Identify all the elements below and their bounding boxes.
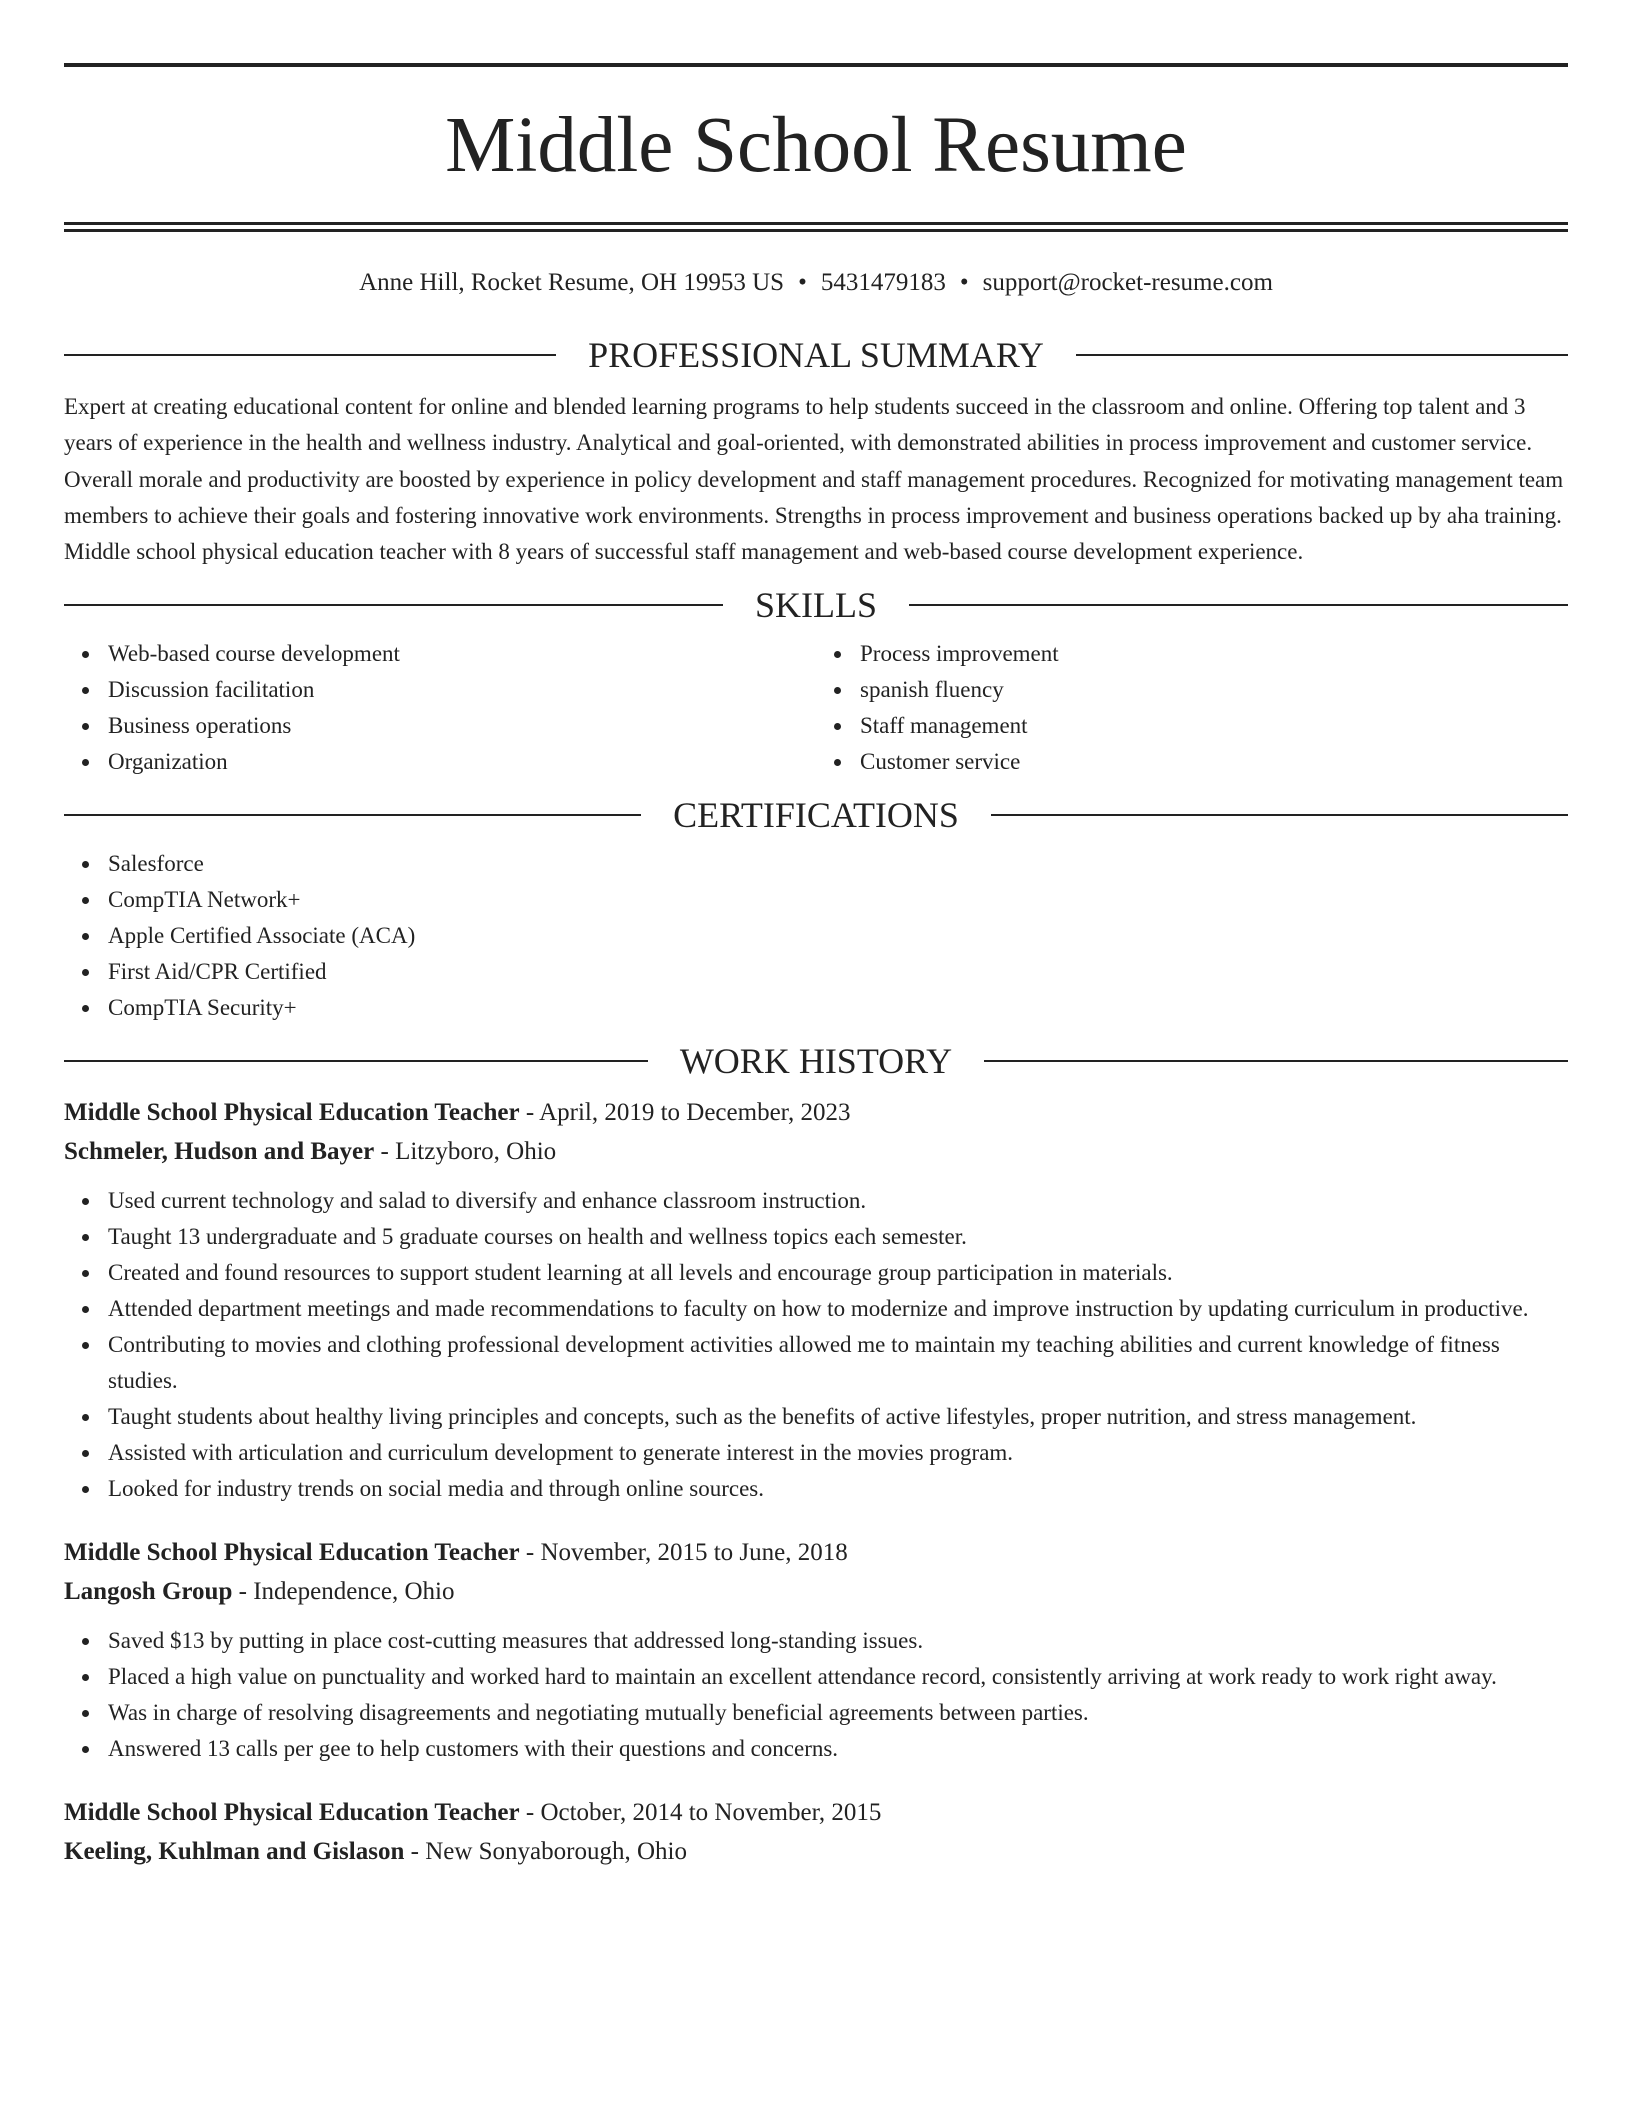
- job-entry: [64, 1533, 1568, 1767]
- job-company: Schmeler, Hudson and Bayer: [64, 1138, 375, 1166]
- job-title: Middle School Physical Education Teacher: [64, 1099, 520, 1127]
- section-rule: [64, 1060, 648, 1062]
- job-bullets: [64, 1183, 1568, 1507]
- job-dates: April, 2019 to December, 2023: [539, 1099, 851, 1127]
- job-bullet: Was in charge of resolving disagreements and negotiating mutually beneficial agreements between parties.: [108, 1695, 1568, 1731]
- job-company-line: [64, 1132, 1568, 1171]
- job-title: Middle School Physical Education Teacher: [64, 1539, 520, 1567]
- section-rule: [64, 354, 556, 356]
- job-company: Keeling, Kuhlman and Gislason: [64, 1838, 405, 1866]
- job-bullet: Attended department meetings and made recommendations to faculty on how to modernize and improve instruction by updating curriculum in productive.: [108, 1291, 1568, 1327]
- section-title-skills: SKILLS: [755, 585, 878, 626]
- page-title: Middle School Resume: [445, 102, 1187, 189]
- section-title-certifications: CERTIFICATIONS: [673, 795, 959, 836]
- section-title-summary: PROFESSIONAL SUMMARY: [588, 335, 1044, 375]
- section-rule: [991, 814, 1568, 816]
- job-location: New Sonyaborough, Ohio: [425, 1838, 687, 1866]
- job-bullet: Taught 13 undergraduate and 5 graduate courses on health and wellness topics each semester.: [108, 1219, 1568, 1255]
- job-location: Independence, Ohio: [253, 1578, 455, 1606]
- certification-item: CompTIA Network+: [108, 882, 1568, 918]
- contact-email: support@rocket-resume.com: [982, 269, 1273, 296]
- skill-item: Staff management: [860, 708, 1568, 744]
- job-bullet: Created and found resources to support student learning at all levels and encourage group participation in materials.: [108, 1255, 1568, 1291]
- contact-phone: 5431479183: [820, 269, 946, 296]
- skill-item: Customer service: [860, 744, 1568, 780]
- section-rule: [64, 604, 723, 606]
- section-header-certifications: [64, 795, 1568, 835]
- section-header-work-history: [64, 1041, 1568, 1081]
- job-bullet: Contributing to movies and clothing professional development activities allowed me to maintain my teaching abilities and current knowledge of fitness studies.: [108, 1327, 1568, 1399]
- section-header-summary: [64, 335, 1568, 375]
- job-bullet: Looked for industry trends on social media and through online sources.: [108, 1471, 1568, 1507]
- job-company-line: [64, 1832, 1568, 1871]
- job-bullets: [64, 1623, 1568, 1767]
- job-title-line: [64, 1793, 1568, 1832]
- skill-item: Process improvement: [860, 636, 1568, 672]
- certifications-list: [64, 846, 1568, 1026]
- job-dash: -: [374, 1138, 396, 1166]
- certification-item: Salesforce: [108, 846, 1568, 882]
- job-company-line: [64, 1572, 1568, 1611]
- job-dash: -: [232, 1578, 254, 1606]
- job-bullet: Taught students about healthy living principles and concepts, such as the benefits of active lifestyles, proper nutrition, and stress management.: [108, 1399, 1568, 1435]
- job-bullet: Answered 13 calls per gee to help customers with their questions and concerns.: [108, 1731, 1568, 1767]
- top-rule: [64, 63, 1568, 67]
- job-dash: -: [519, 1099, 540, 1127]
- job-title-line: [64, 1093, 1568, 1132]
- job-bullet: Used current technology and salad to diversify and enhance classroom instruction.: [108, 1183, 1568, 1219]
- contact-separator: •: [959, 269, 969, 296]
- job-dates: October, 2014 to November, 2015: [540, 1799, 882, 1827]
- section-rule: [984, 1060, 1568, 1062]
- title-double-rule: [64, 222, 1568, 232]
- skill-item: Business operations: [108, 708, 816, 744]
- job-title: Middle School Physical Education Teacher: [64, 1799, 520, 1827]
- contact-line: [64, 268, 1568, 298]
- job-entry: [64, 1793, 1568, 1871]
- job-bullet: Assisted with articulation and curriculum development to generate interest in the movies program.: [108, 1435, 1568, 1471]
- section-rule: [909, 604, 1568, 606]
- section-rule: [64, 814, 641, 816]
- job-bullet: Placed a high value on punctuality and worked hard to maintain an excellent attendance record, consistently arriving at work ready to work right away.: [108, 1659, 1568, 1695]
- contact-separator: •: [798, 269, 807, 296]
- job-bullet: Saved $13 by putting in place cost-cutting measures that addressed long-standing issues.: [108, 1623, 1568, 1659]
- skills-grid: [64, 636, 1568, 780]
- section-title-work-history: WORK HISTORY: [679, 1041, 953, 1082]
- resume-page: [64, 63, 1568, 1871]
- job-dash: -: [519, 1539, 541, 1567]
- section-header-skills: [64, 585, 1568, 625]
- job-company: Langosh Group: [64, 1578, 233, 1606]
- skill-item: Discussion facilitation: [108, 672, 816, 708]
- certification-item: CompTIA Security+: [108, 990, 1568, 1026]
- skill-item: spanish fluency: [860, 672, 1568, 708]
- skill-item: Organization: [108, 744, 816, 780]
- job-dates: November, 2015 to June, 2018: [540, 1539, 848, 1567]
- job-location: Litzyboro, Ohio: [395, 1138, 557, 1166]
- job-entry: [64, 1093, 1568, 1507]
- skills-list-right: [816, 636, 1568, 780]
- skills-list-left: [64, 636, 816, 780]
- skill-item: Web-based course development: [108, 636, 816, 672]
- certification-item: Apple Certified Associate (ACA): [108, 918, 1568, 954]
- summary-text: Expert at creating educational content for online and blended learning programs to help students succeed in the classroom and online. Offering top talent and 3 years of experience in the health and wellness industry. Analytical and goal-oriented, with demonstrated abilities in process improvement and customer service. Overall morale and productivity are boosted by experience in policy development and staff management procedures. Recognized for motivating management team members to achieve their goals and fostering innovative work environments. Strengths in process improvement and business operations backed up by aha training. Middle school physical education teacher with 8 years of successful staff management and web-based course development experience.: [64, 394, 1564, 565]
- certification-item: First Aid/CPR Certified: [108, 954, 1568, 990]
- contact-address: Anne Hill, Rocket Resume, OH 19953 US: [359, 269, 785, 296]
- work-history-list: [64, 1093, 1568, 1871]
- section-rule: [1076, 354, 1568, 356]
- job-dash: -: [404, 1838, 426, 1866]
- job-dash: -: [519, 1799, 541, 1827]
- job-title-line: [64, 1533, 1568, 1572]
